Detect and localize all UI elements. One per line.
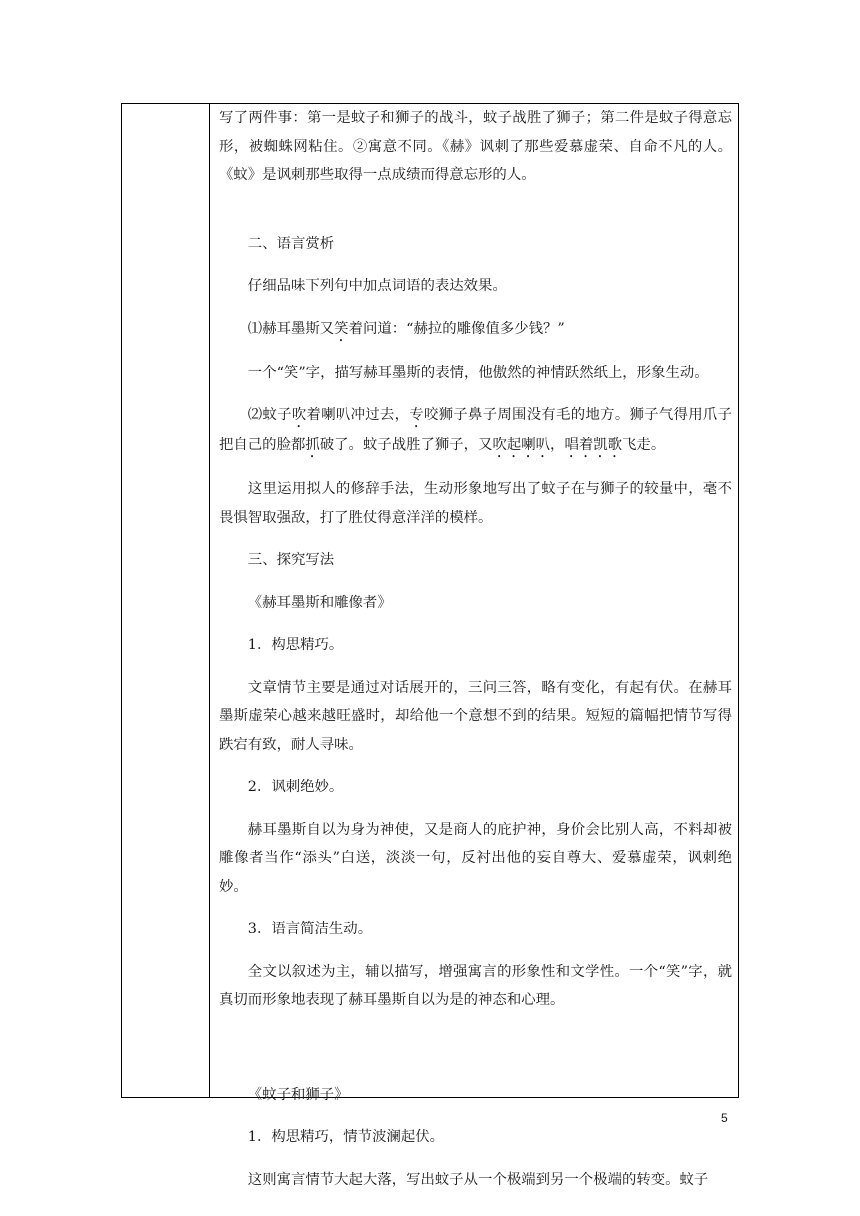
table-left-column [122,104,210,1097]
subheading-language: 3．语言简洁生动。 [247,921,373,937]
paragraph-instruction: 仔细品味下列句中加点词语的表达效果。 [247,278,507,294]
paragraph-analysis-1: 一个“笑”字，描写赫耳墨斯的表情，他傲然的神情跃然纸上，形象生动。 [247,364,709,381]
paragraph-satire: 赫耳墨斯自以为身为神使，又是商人的庇护神，身价会比别人高，不料却被雕像者当作“添头”白送，淡淡一句，反衬出他的妄自尊大、爱慕虚荣，讽刺绝妙。 [219,821,732,895]
page-number: 5 [721,1111,728,1125]
section-heading-writing: 三、探究写法 [247,552,335,568]
paragraph-structure: 文章情节主要是通过对话展开的，三问三答，略有变化，有起有伏。在赫耳墨斯虚荣心越来越旺盛时，却给他一个意想不到的结果。短短的篇幅把情节写得跌宕有致，耐人寻味。 [219,679,732,753]
story-title-mosquito: 《蚊子和狮子》 [247,1086,349,1103]
subheading-satire: 2．讽刺绝妙。 [247,779,344,795]
story-title-hermes: 《赫耳墨斯和雕像者》 [247,594,392,611]
example-sentence-1: ⑴赫耳墨斯又笑着问道：“赫拉的雕像值多少钱？” [247,320,565,337]
section-heading-language: 二、语言赏析 [247,235,335,252]
subheading-structure: 1．构思精巧。 [247,637,344,653]
table-content-cell [211,104,738,1188]
paragraph-analysis-2: 这里运用拟人的修辞手法，生动形象地写出了蚊子在与狮子的较量中，毫不畏惧智取强敌，打了胜仗得意洋洋的模样。 [219,481,732,526]
subheading-plot: 1．构思精巧，情节波澜起伏。 [247,1129,445,1145]
paragraph-1: 写了两件事：第一是蚊子和狮子的战斗，蚊子战胜了狮子；第二件是蚊子得意忘形，被蜘蛛网粘住。②寓意不同。《赫》讽刺了那些爱慕虚荣、自命不凡的人。《蚊》是讽刺那些取得一点成绩而得意忘形的人。 [219,110,732,183]
content-table [121,103,739,1188]
example-sentence-2: ⑵蚊子吹着喇叭冲过去，专咬狮子鼻子周围没有毛的地方。狮子气得用爪子把自己的脸都抓破了。蚊子战胜了狮子，又吹起喇叭，唱着凯歌飞走。 [219,407,732,453]
paragraph-language: 全文以叙述为主，辅以描写，增强寓言的形象性和文学性。一个“笑”字，就真切而形象地表现了赫耳墨斯自以为是的神态和心理。 [219,963,732,1008]
paragraph-plot: 这则寓言情节大起大落，写出蚊子从一个极端到另一个极端的转变。蚊子 [247,1171,709,1188]
